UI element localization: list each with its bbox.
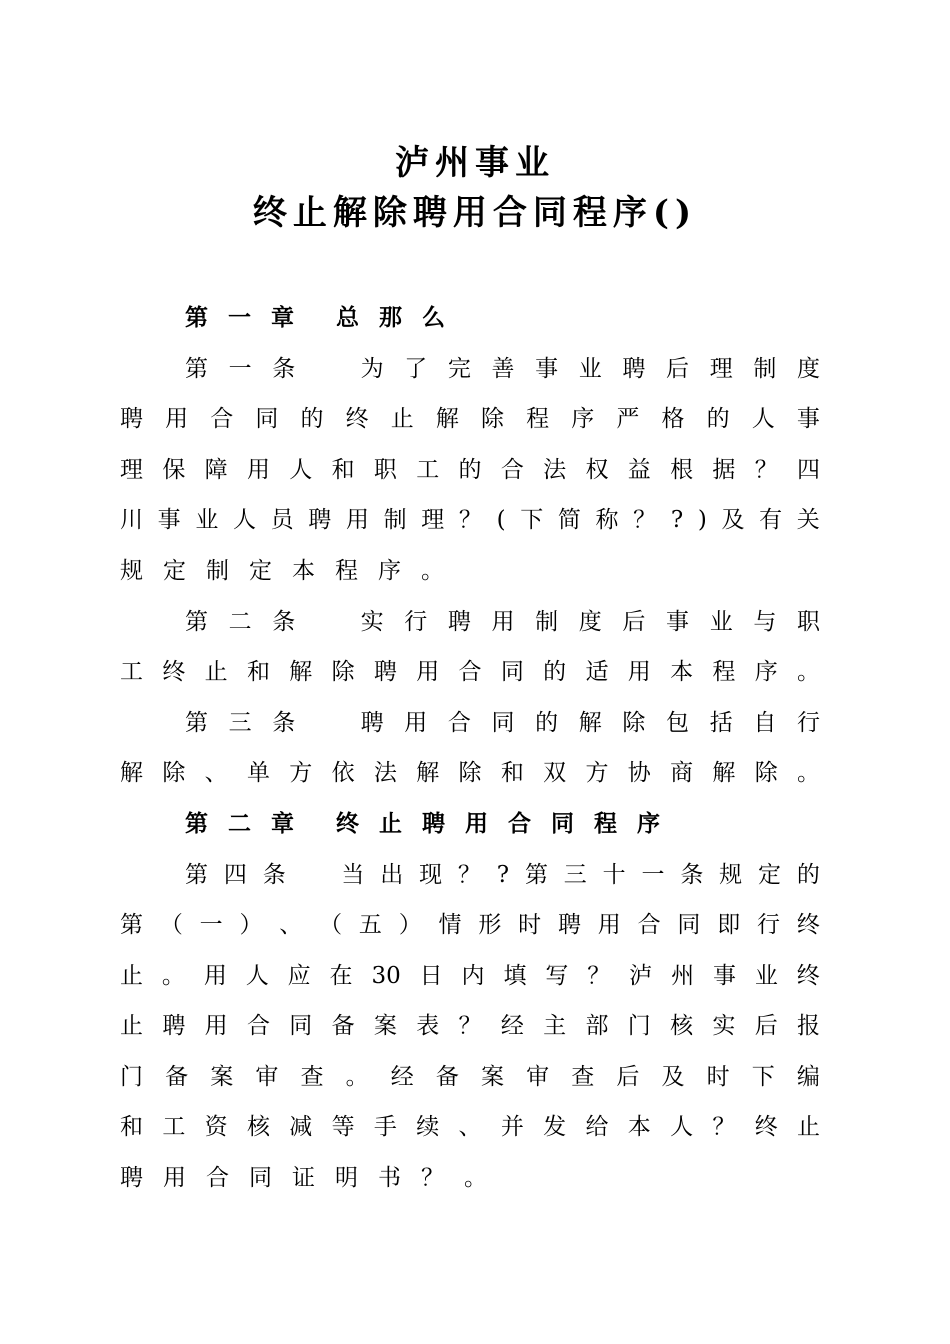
text-glyph: 行 xyxy=(796,710,820,736)
text-glyph: 案 xyxy=(481,1064,504,1090)
text-glyph: 报 xyxy=(797,1013,820,1039)
text-glyph: 严 xyxy=(616,406,640,432)
text-glyph: 部 xyxy=(585,1013,609,1039)
document-title-line-2: 终止解除聘用合同程序() xyxy=(252,193,698,233)
text-glyph: 用 xyxy=(203,963,227,989)
text-glyph: 事 xyxy=(796,406,820,432)
text-glyph: 据 xyxy=(712,457,736,483)
text-glyph: 除 xyxy=(754,760,778,786)
text-glyph: 为 xyxy=(360,356,384,382)
text-glyph: 聘 xyxy=(120,1165,143,1191)
text-glyph: 完 xyxy=(447,356,471,382)
text-glyph: 条 xyxy=(680,862,704,888)
text-glyph: 的 xyxy=(543,659,567,685)
text-glyph: 条 xyxy=(272,710,296,736)
text-glyph: 权 xyxy=(585,457,609,483)
text-glyph: 用 xyxy=(204,1013,228,1039)
text-glyph: 、 xyxy=(204,760,228,786)
article-1-line-5 xyxy=(120,551,820,591)
text-glyph: 手 xyxy=(373,1114,397,1140)
text-glyph: ( xyxy=(496,507,506,533)
text-glyph: 合 xyxy=(246,1013,270,1039)
text-glyph: 写 xyxy=(545,963,569,989)
text-glyph: 章 xyxy=(271,305,294,331)
text-glyph: 合 xyxy=(447,710,471,736)
text-glyph: 下 xyxy=(751,1064,775,1090)
text-glyph: 理 xyxy=(421,507,445,533)
text-glyph: 。 xyxy=(797,760,820,786)
text-glyph: 用 xyxy=(345,507,369,533)
text-glyph: ） xyxy=(398,912,422,938)
text-glyph: 人 xyxy=(289,457,313,483)
text-glyph: 二 xyxy=(228,609,252,635)
text-glyph: 职 xyxy=(373,457,397,483)
text-glyph: 有 xyxy=(759,507,783,533)
text-glyph: 资 xyxy=(204,1114,228,1140)
text-glyph: 定 xyxy=(249,558,272,584)
text-glyph: 业 xyxy=(754,963,778,989)
text-glyph: 总 xyxy=(336,305,359,331)
text-glyph: 同 xyxy=(249,1165,272,1191)
text-glyph: 止 xyxy=(797,1114,820,1140)
text-glyph: 么 xyxy=(422,305,445,331)
text-glyph: ？ xyxy=(457,862,481,888)
text-glyph: 人 xyxy=(751,406,775,432)
text-glyph: 业 xyxy=(709,609,733,635)
text-glyph: 聘 xyxy=(373,659,397,685)
text-glyph: 保 xyxy=(162,457,186,483)
text-glyph: 同 xyxy=(289,1013,313,1039)
text-glyph: ？ xyxy=(712,1114,736,1140)
text-glyph: 内 xyxy=(461,963,485,989)
text-glyph: 终 xyxy=(162,659,186,685)
text-glyph: 方 xyxy=(585,760,609,786)
text-glyph: 条 xyxy=(272,356,296,382)
text-glyph: 聘 xyxy=(447,609,471,635)
text-glyph: 根 xyxy=(670,457,694,483)
text-glyph: 法 xyxy=(373,760,397,786)
article-4-line-1 xyxy=(185,855,820,895)
text-glyph: 终 xyxy=(754,1114,778,1140)
text-glyph: 人 xyxy=(232,507,256,533)
text-glyph: 第 xyxy=(185,710,208,736)
text-glyph: 第 xyxy=(185,862,208,888)
text-glyph: 员 xyxy=(270,507,294,533)
text-glyph: 人 xyxy=(245,963,269,989)
text-glyph: 四 xyxy=(797,457,820,483)
text-glyph: 和 xyxy=(331,457,355,483)
text-glyph: 工 xyxy=(120,659,143,685)
text-glyph: 一 xyxy=(228,305,251,331)
article-1-line-4 xyxy=(120,500,820,540)
text-glyph: 终 xyxy=(796,912,820,938)
text-glyph: 审 xyxy=(526,1064,550,1090)
text-glyph: 时 xyxy=(518,912,542,938)
text-glyph: 核 xyxy=(246,1114,270,1140)
text-glyph: 括 xyxy=(709,710,733,736)
text-glyph: 合 xyxy=(458,659,482,685)
text-glyph: 同 xyxy=(255,406,279,432)
text-glyph: 的 xyxy=(300,406,324,432)
text-glyph: 编 xyxy=(796,1064,820,1090)
text-glyph: 应 xyxy=(287,963,311,989)
text-glyph: 本 xyxy=(292,558,315,584)
text-glyph: 止 xyxy=(120,963,143,989)
text-glyph: 本 xyxy=(670,659,694,685)
article-2-line-1 xyxy=(185,602,820,642)
text-glyph: 条 xyxy=(272,609,296,635)
text-glyph: 一 xyxy=(641,862,665,888)
text-glyph: 合 xyxy=(500,457,524,483)
text-glyph: 聘 xyxy=(557,912,581,938)
text-glyph: 明 xyxy=(335,1165,358,1191)
text-glyph: 工 xyxy=(162,1114,186,1140)
text-glyph: 第 xyxy=(185,609,208,635)
text-glyph: 终 xyxy=(345,406,369,432)
article-3-line-1 xyxy=(185,703,820,743)
text-glyph: 制 xyxy=(206,558,229,584)
text-glyph: 州 xyxy=(671,963,695,989)
text-glyph: 给 xyxy=(585,1114,609,1140)
text-glyph: 序 xyxy=(637,811,660,837)
text-glyph: 的 xyxy=(458,457,482,483)
article-4-line-3 xyxy=(120,956,820,996)
text-glyph: 工 xyxy=(416,457,440,483)
text-glyph: 发 xyxy=(543,1114,567,1140)
text-glyph: 第 xyxy=(185,811,208,837)
text-glyph: 了 xyxy=(404,356,428,382)
text-glyph: 序 xyxy=(571,406,595,432)
text-glyph: 同 xyxy=(491,710,515,736)
text-glyph: 定 xyxy=(758,862,781,888)
text-glyph: 查 xyxy=(300,1064,324,1090)
text-glyph: 当 xyxy=(341,862,365,888)
text-glyph: 止 xyxy=(120,1013,143,1039)
text-glyph: 理 xyxy=(120,457,143,483)
document-title-line-1: 泸州事业 xyxy=(395,143,555,183)
text-glyph: 程 xyxy=(712,659,736,685)
text-glyph: 善 xyxy=(491,356,515,382)
text-glyph: 证 xyxy=(292,1165,315,1191)
text-glyph: ) xyxy=(697,507,707,533)
text-glyph: 第 xyxy=(120,912,143,938)
text-glyph: 、 xyxy=(279,912,303,938)
text-glyph: 续 xyxy=(416,1114,440,1140)
text-glyph: 益 xyxy=(627,457,651,483)
text-glyph: 职 xyxy=(796,609,820,635)
article-4-line-2 xyxy=(120,905,820,945)
text-glyph: 聘 xyxy=(308,507,332,533)
text-glyph: 三 xyxy=(228,710,252,736)
text-glyph: 出 xyxy=(380,862,404,888)
text-glyph: 解 xyxy=(578,710,602,736)
text-glyph: 用 xyxy=(491,609,515,635)
text-glyph: 的 xyxy=(706,406,730,432)
text-glyph: 三 xyxy=(563,862,587,888)
text-glyph: 审 xyxy=(255,1064,279,1090)
text-glyph: 等 xyxy=(331,1114,355,1140)
text-glyph: 30 xyxy=(371,963,401,989)
text-glyph: 同 xyxy=(551,811,574,837)
text-glyph: 制 xyxy=(753,356,777,382)
text-glyph: 法 xyxy=(543,457,567,483)
text-glyph: 那 xyxy=(379,305,402,331)
text-glyph: 规 xyxy=(719,862,743,888)
text-glyph: 一 xyxy=(228,356,252,382)
text-glyph: 用 xyxy=(416,659,440,685)
text-glyph: 合 xyxy=(206,1165,229,1191)
text-glyph: 终 xyxy=(336,811,359,837)
text-glyph: 止 xyxy=(204,659,228,685)
text-glyph: ？ xyxy=(633,507,657,533)
text-glyph: 减 xyxy=(289,1114,313,1140)
text-glyph: 度 xyxy=(578,609,602,635)
text-glyph: 川 xyxy=(120,507,143,533)
text-glyph: 后 xyxy=(754,1013,778,1039)
text-glyph: 业 xyxy=(195,507,219,533)
text-glyph: 方 xyxy=(289,760,313,786)
text-glyph: 行 xyxy=(404,609,428,635)
text-glyph: 章 xyxy=(271,811,294,837)
article-1-line-3 xyxy=(120,450,820,490)
text-glyph: 后 xyxy=(616,1064,640,1090)
text-glyph: 事 xyxy=(535,356,559,382)
text-glyph: （ xyxy=(319,912,343,938)
text-glyph: 同 xyxy=(677,912,701,938)
text-glyph: 日 xyxy=(419,963,443,989)
text-glyph: 止 xyxy=(379,811,402,837)
text-glyph: 二 xyxy=(228,811,251,837)
text-glyph: 人 xyxy=(670,1114,694,1140)
text-glyph: 序 xyxy=(378,558,401,584)
text-glyph: 用 xyxy=(246,457,270,483)
text-glyph: 并 xyxy=(500,1114,524,1140)
text-glyph: 序 xyxy=(754,659,778,685)
text-glyph: 的 xyxy=(535,710,559,736)
text-glyph: 经 xyxy=(390,1064,414,1090)
text-glyph: 用 xyxy=(627,659,651,685)
text-glyph: 合 xyxy=(637,912,661,938)
text-glyph: 用 xyxy=(465,811,488,837)
text-glyph: 包 xyxy=(666,710,690,736)
text-glyph: 制 xyxy=(383,507,407,533)
article-4-line-5 xyxy=(120,1057,820,1097)
text-glyph: 。 xyxy=(161,963,185,989)
text-glyph: 后 xyxy=(622,609,646,635)
text-glyph: 解 xyxy=(435,406,459,432)
text-glyph: 解 xyxy=(712,760,736,786)
text-glyph: 解 xyxy=(289,659,313,685)
article-4-line-7 xyxy=(120,1158,820,1198)
text-glyph: 及 xyxy=(661,1064,685,1090)
chapter-1-heading xyxy=(185,298,820,338)
text-glyph: 终 xyxy=(796,963,820,989)
text-glyph: 与 xyxy=(753,609,777,635)
text-glyph: 规 xyxy=(120,558,143,584)
text-glyph: 。 xyxy=(797,659,820,685)
text-glyph: 实 xyxy=(712,1013,736,1039)
text-glyph: 用 xyxy=(165,406,189,432)
text-glyph: 泸 xyxy=(629,963,653,989)
text-glyph: 备 xyxy=(331,1013,355,1039)
text-glyph: 核 xyxy=(670,1013,694,1039)
text-glyph: 现 xyxy=(419,862,443,888)
text-glyph: 障 xyxy=(204,457,228,483)
text-glyph: 除 xyxy=(481,406,504,432)
text-glyph: 程 xyxy=(335,558,358,584)
text-glyph: 理 xyxy=(709,356,733,382)
text-glyph: 关 xyxy=(796,507,820,533)
text-glyph: 止 xyxy=(390,406,414,432)
text-glyph: 表 xyxy=(416,1013,440,1039)
text-glyph: 行 xyxy=(757,912,780,938)
text-glyph: 简 xyxy=(557,507,581,533)
text-glyph: 单 xyxy=(246,760,270,786)
text-glyph: 除 xyxy=(331,659,355,685)
article-3-line-2 xyxy=(120,753,820,793)
text-glyph: 形 xyxy=(478,912,502,938)
text-glyph: 合 xyxy=(508,811,531,837)
text-glyph: 合 xyxy=(210,406,234,432)
text-glyph: 和 xyxy=(120,1114,143,1140)
text-glyph: 实 xyxy=(360,609,384,635)
text-glyph: 四 xyxy=(223,862,247,888)
article-1-line-2 xyxy=(120,399,820,439)
text-glyph: 第 xyxy=(185,356,208,382)
text-glyph: 和 xyxy=(500,760,524,786)
text-glyph: 聘 xyxy=(622,356,646,382)
text-glyph: ？ xyxy=(421,1165,444,1191)
article-2-line-2 xyxy=(120,652,820,692)
text-glyph: 商 xyxy=(670,760,694,786)
text-glyph: 。 xyxy=(421,558,444,584)
text-glyph: 一 xyxy=(199,912,223,938)
text-glyph: 程 xyxy=(526,406,550,432)
text-glyph: 主 xyxy=(543,1013,567,1039)
text-glyph: 填 xyxy=(503,963,527,989)
text-glyph: 适 xyxy=(585,659,609,685)
text-glyph: 用 xyxy=(163,1165,186,1191)
article-4-line-6 xyxy=(120,1107,820,1147)
text-glyph: 门 xyxy=(627,1013,651,1039)
text-glyph: 备 xyxy=(435,1064,459,1090)
text-glyph: 解 xyxy=(416,760,440,786)
text-glyph: （ xyxy=(159,912,183,938)
text-glyph: 解 xyxy=(120,760,143,786)
text-glyph: 格 xyxy=(661,406,685,432)
text-glyph: 事 xyxy=(666,609,690,635)
text-glyph: 案 xyxy=(210,1064,234,1090)
text-glyph: 十 xyxy=(602,862,626,888)
text-glyph: 备 xyxy=(165,1064,189,1090)
text-glyph: 时 xyxy=(706,1064,730,1090)
chapter-2-heading xyxy=(185,804,820,844)
text-glyph: 在 xyxy=(329,963,353,989)
text-glyph: 用 xyxy=(597,912,621,938)
text-glyph: 经 xyxy=(500,1013,524,1039)
text-glyph: 聘 xyxy=(162,1013,186,1039)
text-glyph: 第 xyxy=(524,862,548,888)
text-glyph: 依 xyxy=(331,760,355,786)
text-glyph: 双 xyxy=(543,760,567,786)
text-glyph: 定 xyxy=(163,558,186,584)
article-1-line-1 xyxy=(185,349,820,389)
text-glyph: 和 xyxy=(246,659,270,685)
text-glyph: 聘 xyxy=(360,710,384,736)
text-glyph: 情 xyxy=(438,912,462,938)
text-glyph: 书 xyxy=(378,1165,401,1191)
text-glyph: ？ xyxy=(458,1013,482,1039)
text-glyph: 五 xyxy=(358,912,382,938)
text-glyph: 。 xyxy=(345,1064,369,1090)
text-glyph: ? xyxy=(496,862,510,888)
text-glyph: 事 xyxy=(712,963,736,989)
text-glyph: 查 xyxy=(571,1064,595,1090)
text-glyph: 制 xyxy=(535,609,559,635)
text-glyph: 第 xyxy=(185,305,208,331)
text-glyph: ） xyxy=(239,912,263,938)
text-glyph: 同 xyxy=(500,659,524,685)
text-glyph: 度 xyxy=(796,356,820,382)
text-glyph: ？ xyxy=(458,507,482,533)
text-glyph: 自 xyxy=(753,710,777,736)
text-glyph: 下 xyxy=(520,507,544,533)
text-glyph: 称 xyxy=(595,507,619,533)
text-glyph: 。 xyxy=(464,1165,487,1191)
text-glyph: 除 xyxy=(162,760,186,786)
text-glyph: 除 xyxy=(622,710,646,736)
text-glyph: 程 xyxy=(594,811,617,837)
text-glyph: ? xyxy=(670,507,684,533)
article-4-line-4 xyxy=(120,1006,820,1046)
text-glyph: 聘 xyxy=(120,406,143,432)
text-glyph: 门 xyxy=(120,1064,143,1090)
text-glyph: 本 xyxy=(627,1114,651,1140)
text-glyph: 后 xyxy=(666,356,690,382)
text-glyph: 及 xyxy=(721,507,745,533)
text-glyph: 条 xyxy=(262,862,286,888)
text-glyph: 事 xyxy=(157,507,181,533)
text-glyph: ？ xyxy=(587,963,611,989)
text-glyph: 业 xyxy=(578,356,602,382)
text-glyph: 除 xyxy=(458,760,482,786)
text-glyph: 用 xyxy=(404,710,428,736)
text-glyph: 、 xyxy=(458,1114,482,1140)
text-glyph: 聘 xyxy=(422,811,445,837)
text-glyph: 即 xyxy=(717,912,741,938)
text-glyph: 案 xyxy=(373,1013,397,1039)
text-glyph: 的 xyxy=(796,862,820,888)
text-glyph: 协 xyxy=(627,760,651,786)
text-glyph: ？ xyxy=(754,457,778,483)
